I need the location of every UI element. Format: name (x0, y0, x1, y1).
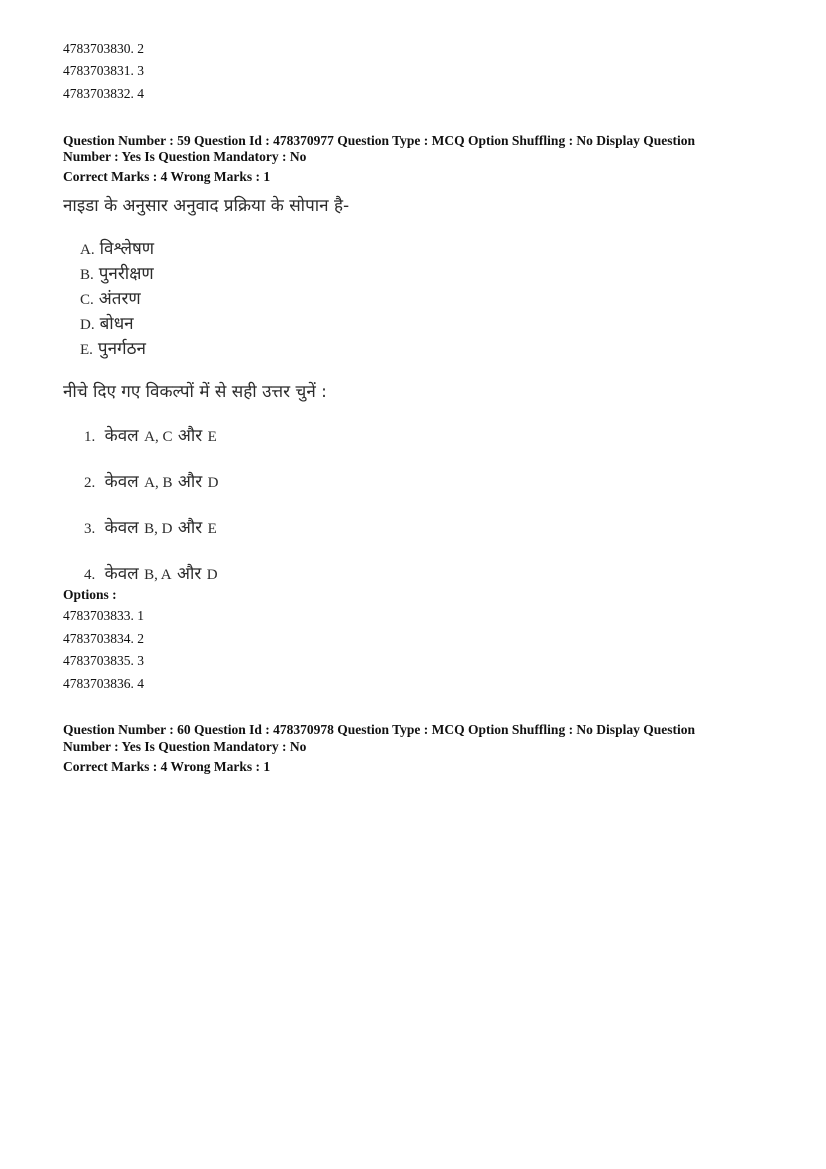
q59-choice-4 (84, 561, 218, 584)
q59-stem: नाइडा के अनुसार अनुवाद प्रक्रिया के सोपान है- (63, 196, 350, 216)
q59-choice-2-letters: A, B (144, 475, 173, 491)
q59-item-b-text: पुनरीक्षण (98, 264, 154, 284)
q59-choice-2-last: D (207, 475, 219, 491)
q59-choice-2 (84, 469, 218, 492)
q59-item-e (80, 336, 146, 359)
q59-choice-3-letters: B, D (144, 521, 173, 537)
q59-item-a-letter: A. (80, 242, 95, 258)
q59-option-3: 4783703835. 3 (63, 653, 144, 668)
q59-choice-4-conj: और (177, 564, 202, 584)
prev-option-3: 4783703832. 4 (63, 86, 144, 101)
q59-choice-3-num: 3. (84, 521, 96, 537)
q60-marks: Correct Marks : 4 Wrong Marks : 1 (63, 759, 271, 774)
q59-choice-4-pre: केवल (104, 564, 139, 584)
q59-choice-3-last: E (207, 521, 217, 537)
q59-options-label: Options : (63, 587, 117, 602)
q59-choice-2-conj: और (177, 472, 203, 492)
q59-choice-4-letters: B, A (144, 567, 172, 583)
q60-meta-line1: Question Number : 60 Question Id : 478370978 Question Type : MCQ Option Shuffling : No Display Question (63, 722, 695, 737)
q59-option-1: 4783703833. 1 (63, 608, 144, 623)
q59-choice-4-last: D (206, 567, 218, 583)
q59-choice-1-letters: A, C (144, 429, 173, 445)
q59-marks: Correct Marks : 4 Wrong Marks : 1 (63, 169, 271, 184)
q59-item-d-letter: D. (80, 317, 95, 333)
q59-option-4: 4783703836. 4 (63, 676, 144, 691)
q59-item-a-text: विश्लेषण (99, 239, 155, 259)
q59-choice-4-num: 4. (84, 567, 96, 583)
q59-choice-1-pre: केवल (104, 426, 139, 446)
q59-choice-1 (84, 423, 217, 446)
q59-item-c (80, 286, 141, 309)
q59-choice-2-pre: केवल (104, 472, 139, 492)
q59-item-c-text: अंतरण (98, 289, 141, 309)
q59-choice-1-conj: और (177, 426, 203, 446)
q59-choice-3 (84, 515, 217, 538)
q59-item-d (80, 311, 134, 334)
q59-item-e-letter: E. (80, 342, 93, 358)
q60-meta-line2: Number : Yes Is Question Mandatory : No (63, 739, 307, 754)
q59-instruction: नीचे दिए गए विकल्पों में से सही उत्तर चुनें : (63, 382, 327, 402)
q59-item-b-letter: B. (80, 267, 94, 283)
q59-item-b (80, 261, 154, 284)
q59-item-d-text: बोधन (99, 314, 134, 334)
q59-meta-line1: Question Number : 59 Question Id : 478370977 Question Type : MCQ Option Shuffling : No Display Question (63, 133, 695, 148)
q59-choice-1-last: E (207, 429, 217, 445)
q59-option-2: 4783703834. 2 (63, 631, 144, 646)
q59-choice-2-num: 2. (84, 475, 96, 491)
q59-choice-3-pre: केवल (104, 518, 139, 538)
q59-meta-line2: Number : Yes Is Question Mandatory : No (63, 149, 307, 164)
q59-choice-3-conj: और (177, 518, 203, 538)
prev-option-1: 4783703830. 2 (63, 41, 144, 56)
q59-choice-1-num: 1. (84, 429, 96, 445)
q59-item-c-letter: C. (80, 292, 94, 308)
q59-item-e-text: पुनर्गठन (97, 339, 146, 359)
q59-item-a (80, 236, 154, 259)
prev-option-2: 4783703831. 3 (63, 63, 144, 78)
